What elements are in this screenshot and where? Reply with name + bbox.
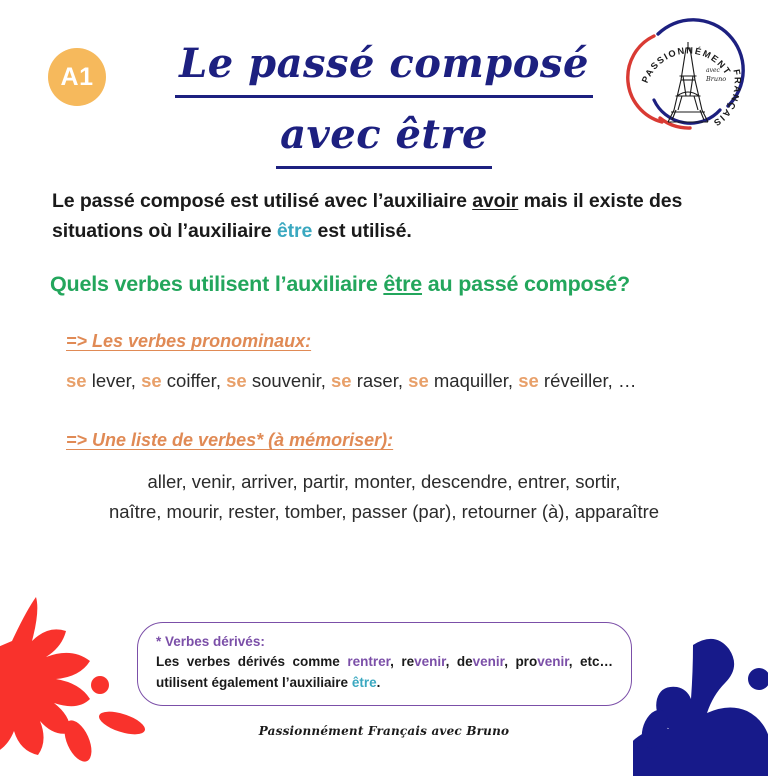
intro-paragraph [52, 186, 716, 246]
pronominal-verb: réveiller [538, 370, 608, 392]
derived-verb-root: rentrer [347, 654, 391, 669]
intro-text-part-2: mais il existe des situations où l’auxiliaire [52, 190, 683, 243]
svg-text:FRANÇAIS: FRANÇAIS [710, 68, 743, 129]
intro-text-part-3: est utilisé. [312, 220, 412, 243]
pronominal-verb-items: se lever, se coiffer, se souvenir, se raser, se maquiller, se réveiller [66, 370, 608, 392]
callout-etc: etc… [579, 654, 613, 669]
pronominal-pronoun: se [226, 370, 247, 392]
blue-paint-splatter [633, 611, 768, 776]
question-text-part-1: Quels verbes utilisent l’auxiliaire [50, 272, 384, 297]
pronominal-verb: maquiller [428, 370, 508, 392]
question-text-part-2: au passé composé? [422, 272, 630, 297]
verb-list [60, 467, 708, 527]
svg-text:Bruno: Bruno [706, 75, 727, 83]
derived-verb-prefix: pro [515, 654, 538, 669]
level-badge [48, 48, 106, 106]
derived-verb-root: venir [414, 654, 446, 669]
footer-signature: Passionnément Français avec Bruno [258, 724, 510, 738]
pronominal-verbs-line [66, 370, 768, 392]
red-paint-splatter [0, 589, 152, 774]
pronominal-verb: raser [351, 370, 398, 392]
svg-text:PASSIONNÉMENT: PASSIONNÉMENT [639, 45, 734, 85]
callout-tail-part-1: utilisent également l’auxiliaire [156, 674, 352, 690]
derived-verbs-callout [137, 622, 632, 706]
question-etre-highlight: être [383, 272, 423, 297]
pronominal-verb: souvenir [246, 370, 321, 392]
callout-body [156, 652, 613, 693]
page-title-line-2: avec être [276, 107, 492, 169]
verb-list-line-1: aller, venir, arriver, partir, monter, descendre, entrer, sortir, [147, 471, 621, 493]
pronominal-pronoun: se [408, 370, 429, 392]
pronominal-ellipsis: , … [607, 370, 637, 392]
intro-text-part-1: Le passé composé est utilisé avec l’auxiliaire [52, 190, 473, 212]
pronominal-pronoun: se [518, 370, 539, 392]
verb-list-line-2: naître, mourir, rester, tomber, passer (par), retourner (à), apparaître [108, 501, 660, 523]
derived-verb-items: rentrer, revenir, devenir, provenir, [347, 654, 580, 669]
subheading-verbes-pronominaux: => Les verbes pronominaux: [66, 331, 312, 352]
page-title [150, 36, 618, 169]
callout-lead-text: Les verbes dérivés comme [156, 654, 348, 669]
level-badge-label: A1 [60, 62, 94, 91]
pronominal-pronoun: se [66, 370, 87, 392]
derived-verb-prefix: re [401, 654, 415, 669]
derived-verb-prefix: de [456, 654, 473, 669]
intro-etre-highlight: être [276, 220, 313, 243]
question-heading [50, 272, 718, 297]
page-title-line-1: Le passé composé [175, 36, 593, 98]
callout-title: * Verbes dérivés: [156, 634, 265, 649]
pronominal-pronoun: se [331, 370, 352, 392]
pronominal-verb: lever [86, 370, 131, 392]
intro-avoir-highlight: avoir [472, 190, 519, 212]
subheading-liste-de-verbes: => Une liste de verbes* (à mémoriser): [66, 430, 394, 451]
callout-tail-part-2: . [376, 674, 381, 690]
pronominal-pronoun: se [141, 370, 162, 392]
derived-verb-root: venir [537, 654, 569, 669]
brand-logo [624, 14, 752, 142]
svg-text:avec: avec [706, 67, 720, 74]
pronominal-verb: coiffer [161, 370, 216, 392]
derived-verb-root: venir [472, 654, 505, 669]
header [0, 0, 768, 170]
callout-etre-highlight: être [351, 674, 377, 690]
